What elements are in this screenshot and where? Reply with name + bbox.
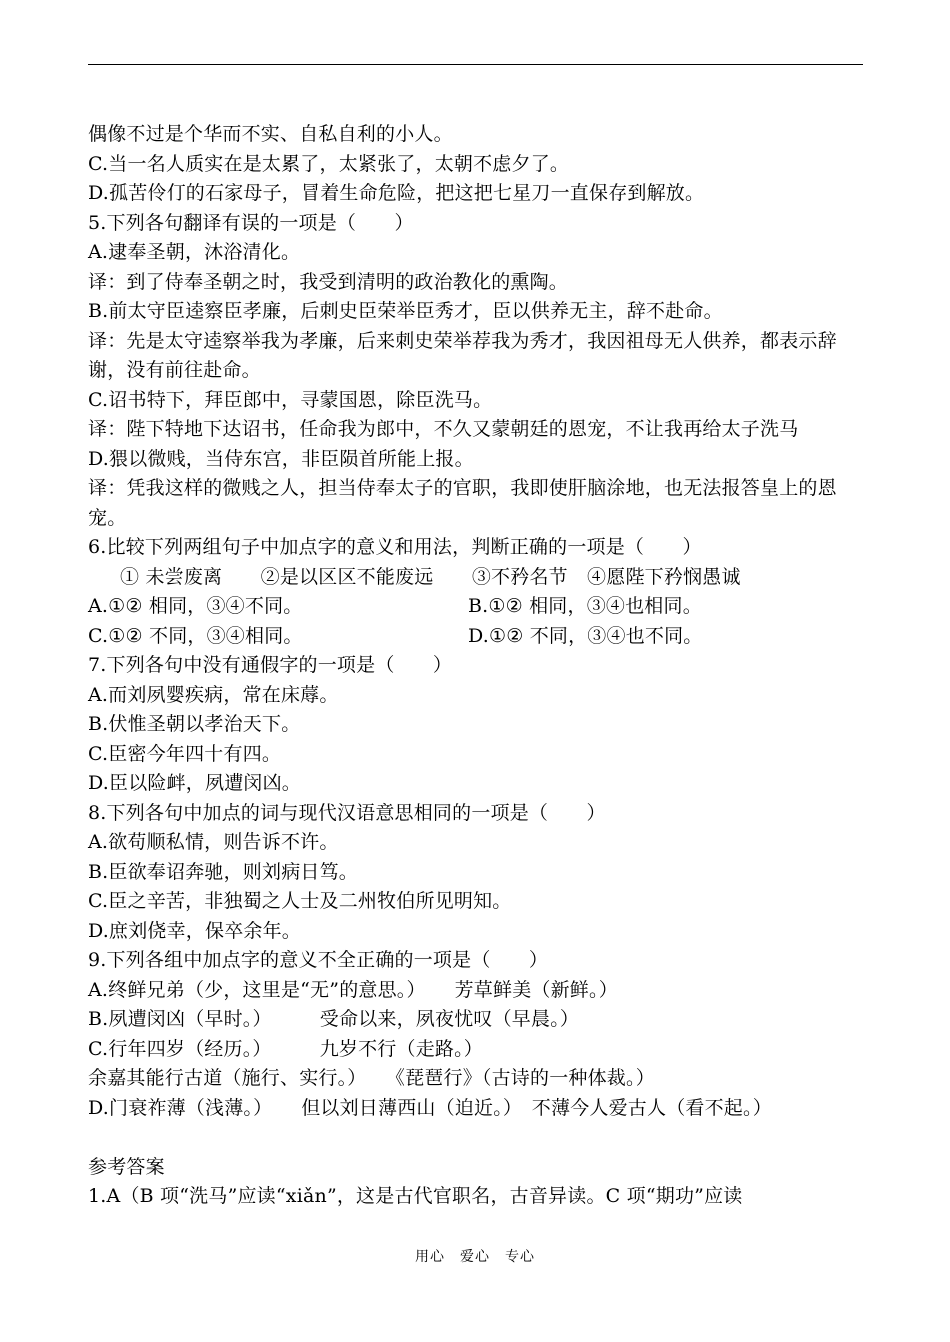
question-6-items: ① 未尝废离 ②是以区区不能废远 ③不矜名节 ④愿陛下矜悯愚诚: [120, 565, 741, 588]
question-5-option-c-translation: 译：陛下特地下达诏书，任命我为郎中，不久又蒙朝廷的恩宠，不让我再给太子洗马: [88, 418, 799, 440]
question-5-stem: 5.下列各句翻译有误的一项是（ ）: [88, 211, 414, 234]
question-6-option-a: A.①② 相同，③④不同。: [88, 595, 303, 617]
text-line: 偶像不过是个华而不实、自私自利的小人。: [88, 123, 453, 145]
question-9-option-a: A.终鲜兄弟（少，这里是“无”的意思。） 芳草鲜美（新鲜。）: [88, 978, 618, 1001]
question-7-stem: 7.下列各句中没有通假字的一项是（ ）: [88, 654, 453, 676]
question-5-option-a: A.逮奉圣朝，沐浴清化。: [88, 241, 301, 263]
question-9-option-d: D.门衰祚薄（浅薄。） 但以刘日薄西山（迫近。） 不薄今人爱古人（看不起。）: [88, 1096, 772, 1119]
document-body: [88, 120, 868, 1212]
question-7-option-c: C.臣密今年四十有四。: [88, 742, 282, 765]
question-8-option-d: D.庶刘侥幸，保卒余年。: [88, 919, 301, 942]
spacer: [88, 1123, 868, 1153]
question-6-option-d: D.①② 不同，③④也不同。: [468, 624, 703, 647]
question-9-stem: 9.下列各组中加点字的意义不全正确的一项是（ ）: [88, 949, 549, 971]
page-footer: 用心 爱心 专心: [415, 1249, 535, 1265]
question-5-option-d-translation: 译：凭我这样的微贱之人，担当侍奉太子的官职，我即使肝脑涂地，也无法报答皇上的恩宠。: [88, 477, 837, 529]
question-5-option-a-translation: 译：到了侍奉圣朝之时，我受到清明的政治教化的熏陶。: [88, 270, 569, 293]
question-7-option-a: A.而刘夙婴疾病，常在床蓐。: [88, 683, 339, 706]
question-8-option-c: C.臣之辛苦，非独蜀之人士及二州牧伯所见明知。: [88, 890, 512, 912]
answers-title: 参考答案: [88, 1155, 165, 1178]
question-5-option-d: D.猥以微贱，当侍东宫，非臣陨首所能上报。: [88, 447, 474, 470]
question-6-options-row: [88, 592, 868, 622]
question-8-option-a: A.欲苟顺私情，则告诉不许。: [88, 831, 339, 853]
text-line: C.当一名人质实在是太累了，太紧张了，太朝不虑夕了。: [88, 152, 570, 175]
question-6-stem: 6.比较下列两组句子中加点字的意义和用法，判断正确的一项是（ ）: [88, 536, 702, 558]
question-8-option-b: B.臣欲奉诏奔驰，则刘病日笃。: [88, 860, 359, 883]
question-6-option-b: B.①② 相同，③④也相同。: [468, 595, 702, 617]
answers-line: 1.A（B 项“洗马”应读“xiǎn”，这是古代官职名，古音异读。C 项“期功”应读: [88, 1185, 743, 1207]
text-line: D.孤苦伶仃的石家母子，冒着生命危险，把这把七星刀一直保存到解放。: [88, 182, 705, 204]
question-6-options-row: [88, 622, 868, 652]
question-9-option-c: C.行年四岁（经历。） 九岁不行（走路。）: [88, 1037, 484, 1060]
question-9-option-c-cont: 余嘉其能行古道（施行、实行。） 《琵琶行》（古诗的一种体裁。）: [88, 1067, 655, 1089]
question-8-stem: 8.下列各句中加点的词与现代汉语意思相同的一项是（ ）: [88, 801, 606, 824]
question-5-option-c: C.诏书特下，拜臣郎中，寻蒙国恩，除臣洗马。: [88, 388, 493, 411]
question-5-option-b-translation: 译：先是太守逵察举我为孝廉，后来刺史荣举荐我为秀才，我因祖母无人供养，都表示辞谢，没有前往赴命。: [88, 329, 837, 381]
header-rule: [88, 64, 863, 65]
question-5-option-b: B.前太守臣逵察臣孝廉，后刺史臣荣举臣秀才，臣以供养无主，辞不赴命。: [88, 300, 723, 322]
question-9-option-b: B.夙遭闵凶（早时。） 受命以来，夙夜忧叹（早晨。）: [88, 1008, 580, 1030]
question-7-option-b: B.伏惟圣朝以孝治天下。: [88, 713, 301, 735]
question-7-option-d: D.臣以险衅，夙遭闵凶。: [88, 772, 301, 794]
question-6-option-c: C.①② 不同，③④相同。: [88, 624, 303, 647]
